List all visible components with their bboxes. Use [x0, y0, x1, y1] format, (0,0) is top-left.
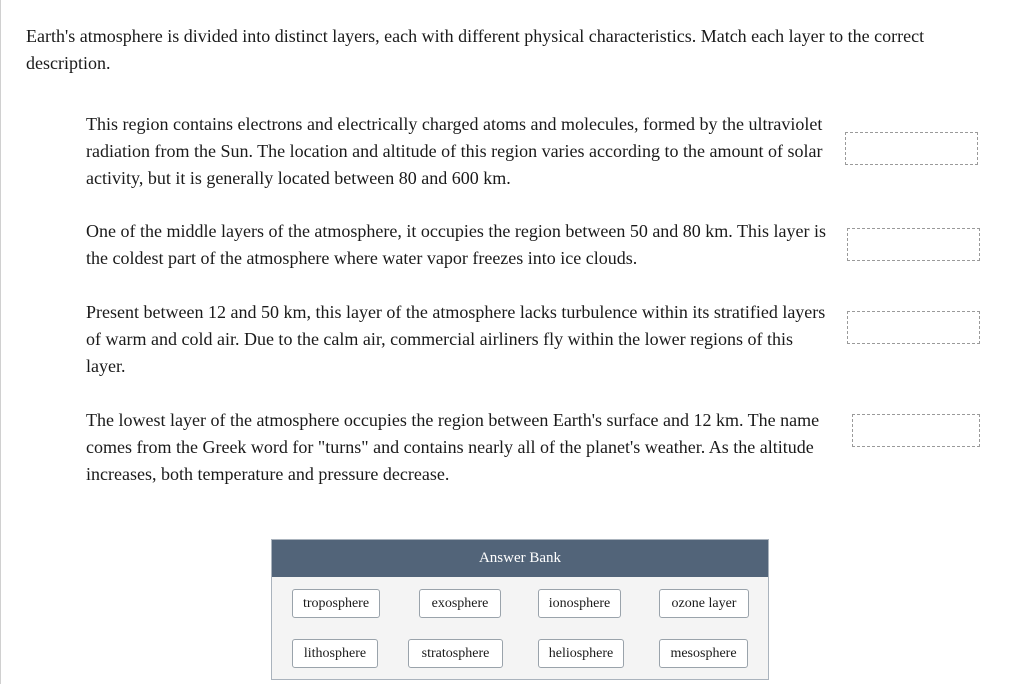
answer-bank-title: Answer Bank: [272, 540, 768, 577]
page-left-border: [0, 0, 1, 684]
drop-target-2[interactable]: [847, 228, 980, 261]
choice-mesosphere[interactable]: mesosphere: [659, 639, 748, 668]
answer-bank: [271, 539, 769, 680]
choice-exosphere[interactable]: exosphere: [419, 589, 501, 618]
description-stratified-layer: Present between 12 and 50 km, this layer of the atmosphere lacks turbulence within its stratified layers of warm and cold air. Due to the calm air, commercial airliners fly within the lower regions of this layer.: [86, 302, 826, 376]
question-prompt: Earth's atmosphere is divided into distinct layers, each with different physical characteristics. Match each layer to the correct description.: [26, 26, 925, 73]
choice-heliosphere[interactable]: heliosphere: [538, 639, 624, 668]
choice-stratosphere[interactable]: stratosphere: [408, 639, 503, 668]
choice-troposphere[interactable]: troposphere: [292, 589, 380, 618]
drop-target-4[interactable]: [852, 414, 980, 447]
description-middle-layer: One of the middle layers of the atmosphere, it occupies the region between 50 and 80 km. This layer is the coldest part of the atmosphere where water vapor freezes into ice clouds.: [86, 221, 826, 268]
drop-target-1[interactable]: [845, 132, 978, 165]
choice-ozone-layer[interactable]: ozone layer: [659, 589, 749, 618]
description-lowest-layer: The lowest layer of the atmosphere occupies the region between Earth's surface and 12 km. The name comes from the Greek word for "turns" and contains nearly all of the planet's weather. As the altitude increases, both temperature and pressure decrease.: [86, 410, 820, 484]
description-ionosphere-region: This region contains electrons and electrically charged atoms and molecules, formed by the ultraviolet radiation from the Sun. The location and altitude of this region varies according to the amount of solar activity, but it is generally located between 80 and 600 km.: [86, 114, 823, 188]
choice-ionosphere[interactable]: ionosphere: [538, 589, 621, 618]
drop-target-3[interactable]: [847, 311, 980, 344]
choice-lithosphere[interactable]: lithosphere: [292, 639, 378, 668]
